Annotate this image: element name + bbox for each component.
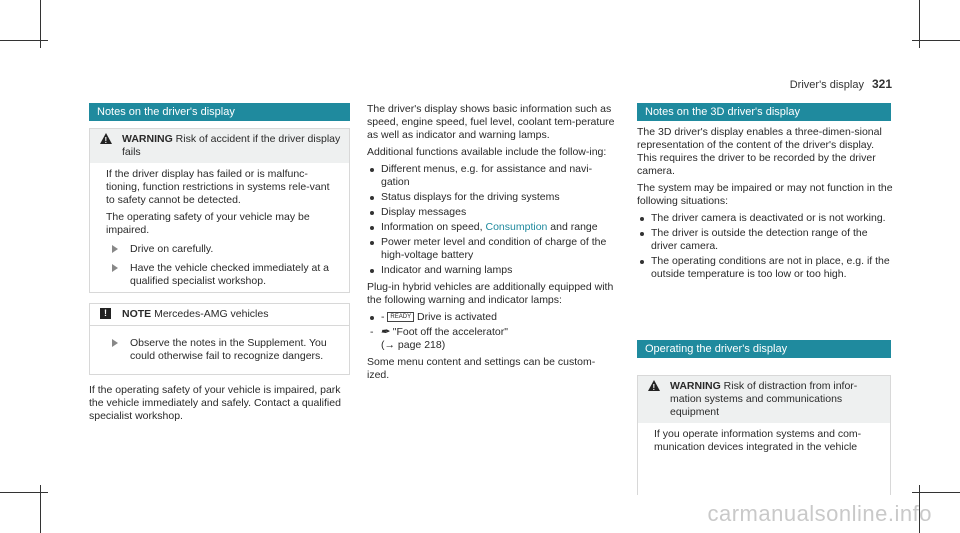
crop-mark	[919, 0, 920, 48]
warning-label: WARNING	[670, 380, 721, 392]
page-number: 321	[871, 77, 892, 91]
custom-text: Some menu content and settings can be custom-ized.	[367, 356, 596, 381]
step-item: Drive on carefully.	[106, 243, 341, 256]
warning-header	[90, 129, 349, 163]
warning-body: If you operate information systems and com-munication devices integrated in the vehicle	[654, 428, 862, 453]
list-item: The driver is outside the detection range of the driver camera.	[637, 227, 893, 253]
list-item: Display messages	[367, 206, 617, 219]
ready-icon: READY	[387, 312, 414, 322]
item-text: "Foot off the accelerator"	[392, 326, 508, 338]
note-header	[90, 304, 349, 325]
column-3	[637, 126, 893, 285]
plugin-text: Plug-in hybrid vehicles are additionally equipped with the following warning and indicator lamps:	[367, 281, 614, 306]
bullet-list	[637, 212, 893, 281]
warning-icon	[100, 133, 112, 144]
list-item: - READY Drive is activated	[367, 311, 617, 324]
list-item	[367, 326, 617, 352]
list-item: Different menus, e.g. for assistance and navi-gation	[367, 163, 617, 189]
consumption-link[interactable]: Consumption	[485, 221, 548, 233]
watermark: carmanualsonline.info	[707, 501, 932, 526]
note-box	[89, 303, 350, 375]
item-text: and range	[550, 221, 598, 233]
step-item: Observe the notes in the Supplement. You could otherwise fail to recognize dangers.	[106, 337, 341, 363]
section-name: Driver's display	[789, 79, 864, 91]
section-title-operating: Operating the driver's display	[637, 340, 891, 358]
note-label: NOTE	[122, 308, 152, 320]
warning-header	[638, 376, 890, 423]
intro-text: The driver's display shows basic information such as speed, engine speed, fuel level, coolant tem-perature as well as indicator and warning lamps.	[367, 103, 615, 141]
list-item	[367, 221, 617, 234]
item-text: Drive is activated	[417, 311, 497, 323]
warning-icon	[648, 380, 660, 391]
warning-box	[89, 128, 350, 293]
warning-label: WARNING	[122, 133, 173, 145]
page-reference[interactable]: (→ page 218)	[381, 339, 446, 351]
list-item: Status displays for the driving systems	[367, 191, 617, 204]
note-icon: !	[100, 308, 111, 319]
warning-text: Risk of accident if the driver display fails	[122, 133, 341, 158]
additional-text: Additional functions available include the follow-ing:	[367, 146, 607, 158]
section-title-3d: Notes on the 3D driver's display	[637, 103, 891, 121]
list-item: Indicator and warning lamps	[367, 264, 617, 277]
foot-off-icon: ✒	[379, 326, 392, 338]
item-text: Information on speed,	[381, 221, 483, 233]
list-item: The operating conditions are not in place, e.g. if the outside temperature is too low or too high.	[637, 255, 893, 281]
step-item: Have the vehicle checked immediately at a qualified specialist workshop.	[106, 262, 341, 288]
bullet-list	[367, 163, 617, 277]
body-paragraph	[89, 384, 351, 427]
list-item: Power meter level and condition of charge of the high-voltage battery	[367, 236, 617, 262]
warning-body: If the driver display has failed or is malfunc-tioning, function restrictions in systems rele-vant to safety cannot be detected.	[106, 168, 330, 206]
impair-text: The system may be impaired or may not function in the following situations:	[637, 182, 893, 207]
section-title-notes: Notes on the driver's display	[89, 103, 350, 121]
note-text: Mercedes-AMG vehicles	[154, 308, 269, 320]
page-header	[790, 77, 892, 91]
paragraph-text: If the operating safety of your vehicle is impaired, park the vehicle immediately and safely. Contact a qualified specialist workshop.	[89, 384, 341, 422]
column-2	[367, 103, 617, 386]
bullet-list	[367, 311, 617, 352]
warning-text: Risk of distraction from infor-mation systems and communications equipment	[670, 380, 858, 418]
list-item: The driver camera is deactivated or is not working.	[637, 212, 893, 225]
crop-mark	[40, 0, 41, 48]
warning-body: The operating safety of your vehicle may be impaired.	[106, 211, 310, 236]
crop-mark	[40, 485, 41, 533]
warning-box	[637, 375, 891, 495]
intro-text: The 3D driver's display enables a three-dimen-sional representation of the content of the driver's display. This requires the driver to be recorded by the driver camera.	[637, 126, 882, 177]
